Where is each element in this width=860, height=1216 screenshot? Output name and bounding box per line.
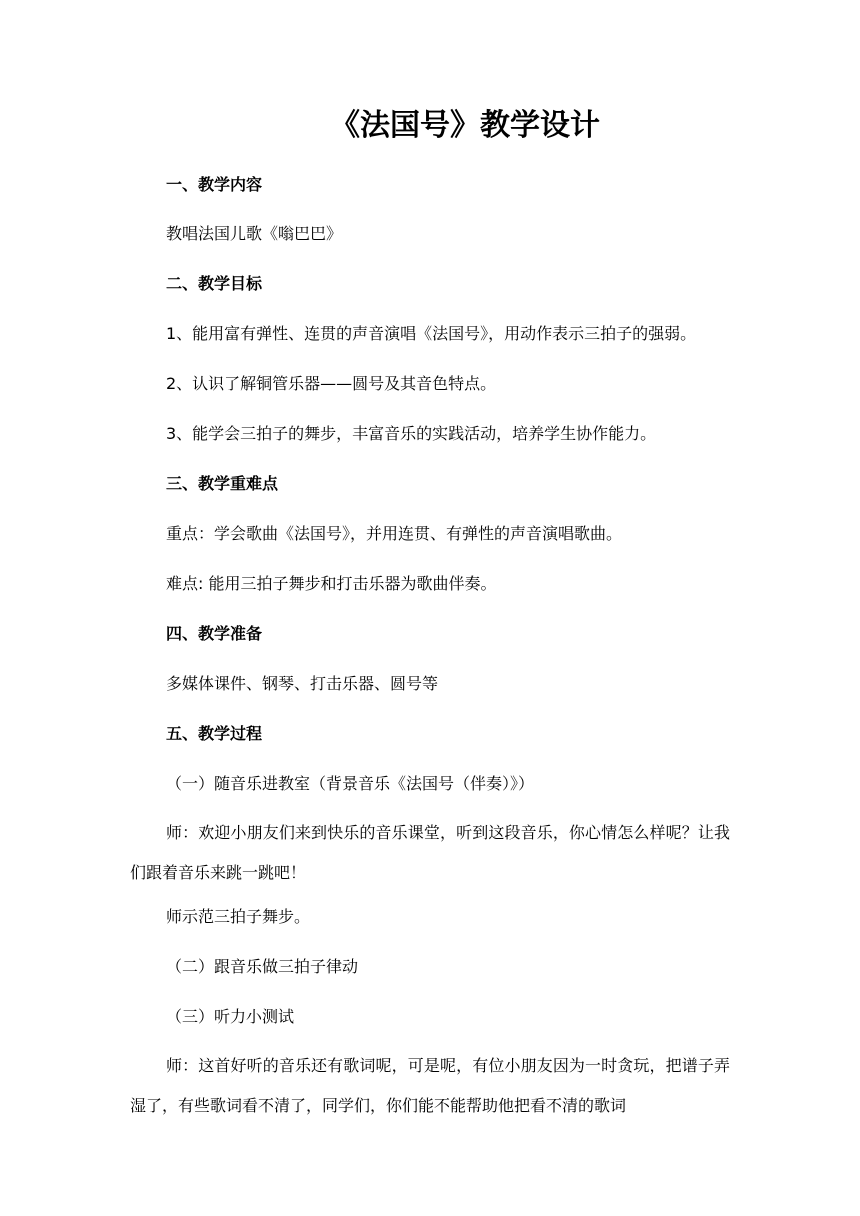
process-demo-text: 师示范三拍子舞步。 bbox=[166, 907, 311, 926]
section-heading-content: 一、教学内容 bbox=[166, 175, 263, 194]
difficulties-text: 难点: 能用三拍子舞步和打击乐器为歌曲伴奏。 bbox=[166, 574, 497, 593]
goal-item: 1、能用富有弹性、连贯的声音演唱《法国号》，用动作表示三拍子的强弱。 bbox=[166, 324, 697, 343]
process-step-1: （一）随音乐进教室（背景音乐《法国号（伴奏）》） bbox=[166, 774, 535, 793]
goal-item: 3、能学会三拍子的舞步，丰富音乐的实践活动，培养学生协作能力。 bbox=[166, 424, 657, 443]
section-heading-goals: 二、教学目标 bbox=[166, 274, 263, 293]
goal-item: 2、认识了解铜管乐器——圆号及其音色特点。 bbox=[166, 374, 497, 393]
section-heading-preparation: 四、教学准备 bbox=[166, 624, 263, 643]
section-heading-key-points: 三、教学重难点 bbox=[166, 474, 279, 493]
process-step-3: （三）听力小测试 bbox=[166, 1007, 295, 1026]
section-heading-process: 五、教学过程 bbox=[166, 724, 263, 743]
process-paragraph-1: 师：欢迎小朋友们来到快乐的音乐课堂，听到这段音乐，你心情怎么样呢？让我们跟着音乐来跳一跳吧！ bbox=[130, 823, 730, 882]
process-paragraph-2: 师：这首好听的音乐还有歌词呢，可是呢，有位小朋友因为一时贪玩，把谱子弄湿了，有些歌词看不清了，同学们，你们能不能帮助他把看不清的歌词 bbox=[130, 1056, 730, 1115]
preparation-text: 多媒体课件、钢琴、打击乐器、圆号等 bbox=[166, 674, 439, 693]
document-title: 《法国号》教学设计 bbox=[330, 108, 600, 143]
key-points-text: 重点：学会歌曲《法国号》，并用连贯、有弹性的声音演唱歌曲。 bbox=[166, 524, 623, 543]
content-text: 教唱法国儿歌《嗡巴巴》 bbox=[166, 224, 343, 243]
process-step-2: （二）跟音乐做三拍子律动 bbox=[166, 957, 359, 976]
